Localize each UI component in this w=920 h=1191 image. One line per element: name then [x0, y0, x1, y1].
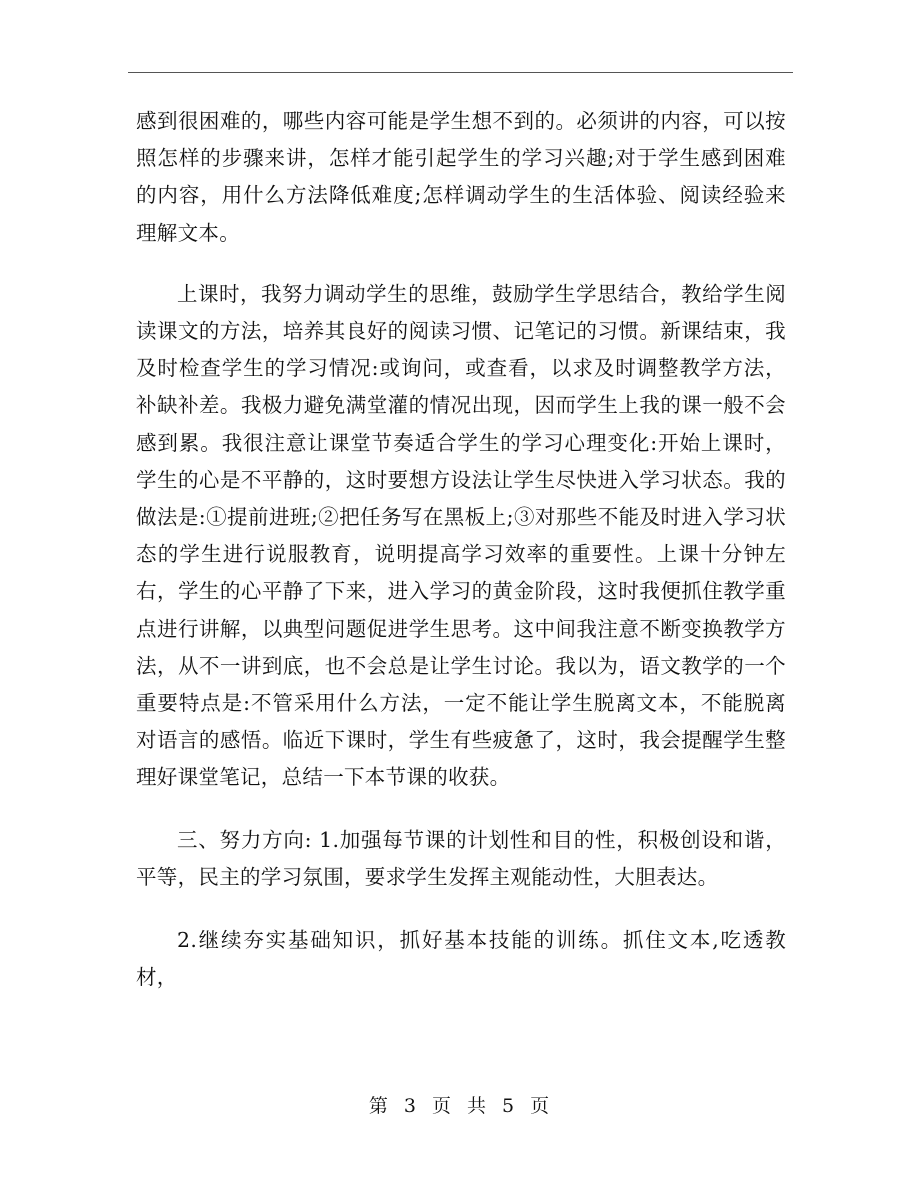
paragraph-3: 三、努力方向: 1.加强每节课的计划性和目的性，积极创设和谐，平等，民主的学习氛围，要求学生发挥主观能动性，大胆表达。	[136, 827, 786, 889]
paragraph-2: 上课时，我努力调动学生的思维，鼓励学生学思结合，教给学生阅读课文的方法，培养其良好的阅读习惯、记笔记的习惯。新课结束，我及时检查学生的学习情况:或询问，或查看，以求及时调整教学方法，补缺补差。我极力避免满堂灌的情况出现，因而学生上我的课一般不会感到累。我很注意让课堂节奏适合学生的学习心理变化:开始上课时，学生的心是不平静的，这时要想方设法让学生尽快进入学习状态。我的做法是:①提前进班;②把任务写在黑板上;③对那些不能及时进入学习状态的学生进行说服教育，说明提高学习效率的重要性。上课十分钟左右，学生的心平静了下来，进入学习的黄金阶段，这时我便抓住教学重点进行讲解，以典型问题促进学生思考。这中间我注意不断变换教学方法，从不一讲到底，也不会总是让学生讨论。我以为，语文教学的一个重要特点是:不管采用什么方法，一定不能让学生脱离文本，不能脱离对语言的感悟。临近下课时，学生有些疲惫了，这时，我会提醒学生整理好课堂笔记，总结一下本节课的收获。	[136, 281, 786, 790]
header-rule	[128, 72, 793, 73]
page-number-footer: 第 3 页 共 5 页	[368, 1095, 552, 1117]
paragraph-4: 2.继续夯实基础知识，抓好基本技能的训练。抓住文本,吃透教材，	[136, 928, 786, 990]
document-body	[136, 103, 786, 996]
paragraph-1: 感到很困难的，哪些内容可能是学生想不到的。必须讲的内容，可以按照怎样的步骤来讲，怎样才能引起学生的学习兴趣;对于学生感到困难的内容，用什么方法降低难度;怎样调动学生的生活体验、阅读经验来理解文本。	[136, 109, 786, 245]
